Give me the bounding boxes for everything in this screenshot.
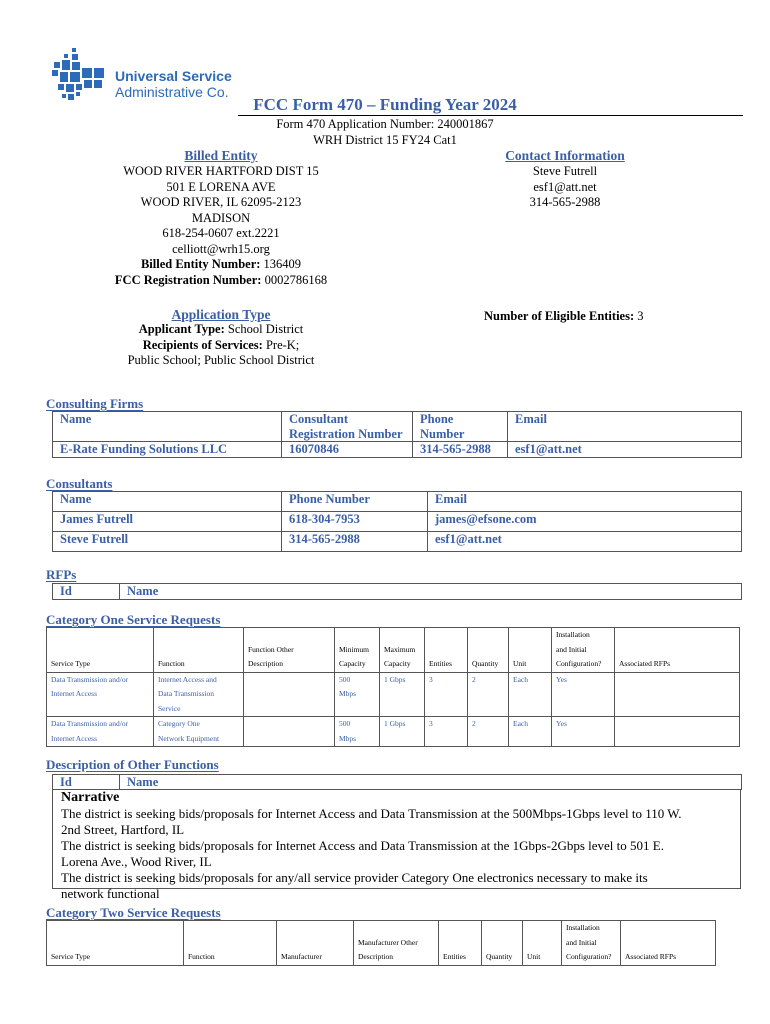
col-name: Name (53, 412, 282, 442)
col-registration-line1: Consultant (289, 412, 349, 426)
title-rule (238, 115, 743, 116)
col-minimum-line1: Minimum (339, 644, 370, 654)
table-header-row (47, 628, 740, 673)
cell-entities: 3 (425, 672, 468, 717)
firm-phone: 314-565-2988 (413, 442, 508, 458)
cell-function-other (244, 672, 335, 717)
col-id: Id (53, 775, 120, 790)
col-installation-line3: Configuration? (566, 952, 612, 961)
cell-function-line1: Category One (158, 719, 200, 728)
narrative-label: Narrative (61, 790, 120, 805)
narrative-line: network functional (61, 886, 160, 901)
narrative-line: The district is seeking bids/proposals for any/all service provider Category One electronics necessary to make its (61, 870, 648, 885)
category-one-heading: Category One Service Requests (46, 612, 221, 627)
col-entities (439, 921, 482, 966)
category-two-table (46, 920, 716, 966)
narrative-line: The district is seeking bids/proposals for Internet Access and Data Transmission at the 1Gbps-2Gbps level to 501 E. (61, 838, 664, 853)
cell-unit: Each (509, 717, 552, 747)
contact-section (480, 148, 650, 211)
narrative-box (52, 790, 741, 901)
cell-entities: 3 (425, 717, 468, 747)
recipients-line2: Public School; Public School District (127, 353, 315, 367)
table-header-row (53, 412, 742, 442)
col-quantity-label: Quantity (486, 952, 513, 961)
col-phone-line1: Phone (420, 412, 454, 426)
col-phone: Phone Number (282, 492, 428, 512)
col-manufacturer-label: Manufacturer (281, 952, 322, 961)
billed-entity-number (96, 257, 346, 273)
col-quantity (468, 628, 509, 673)
cell-function-line3: Service (158, 703, 181, 713)
col-function-other-line1: Function Other (248, 644, 294, 654)
cell-function-line2: Data Transmission (158, 689, 215, 698)
cell-installation: Yes (552, 717, 615, 747)
cell-function (154, 717, 244, 747)
cell-minimum-value: 500 (339, 674, 351, 684)
col-email: Email (508, 412, 742, 442)
logo-text-line2: Administrative Co. (115, 84, 229, 100)
col-name: Name (120, 775, 742, 790)
consultants-table (52, 491, 742, 552)
col-installation (562, 921, 621, 966)
table-row (53, 442, 742, 458)
billed-entity-number-label: Billed Entity Number: (140, 257, 261, 271)
recipients-of-services (96, 338, 346, 354)
eligible-entities-label: Number of Eligible Entities: (484, 309, 635, 323)
col-minimum-line2: Capacity (339, 659, 366, 668)
col-service-type (47, 628, 154, 673)
col-function (154, 628, 244, 673)
cell-minimum-unit: Mbps (339, 733, 357, 743)
col-function-other-line2: Description (248, 659, 283, 668)
col-service-type-label: Service Type (51, 952, 91, 961)
cell-function-line2: Network Equipment (158, 733, 220, 743)
consulting-firms-heading: Consulting Firms (46, 396, 144, 411)
col-unit-label: Unit (527, 952, 541, 961)
cell-quantity: 2 (468, 672, 509, 717)
cell-service-type-line2: Internet Access (51, 733, 98, 743)
col-registration-line2: Registration Number (289, 426, 403, 441)
col-registration (282, 412, 413, 442)
col-entities (425, 628, 468, 673)
applicant-type (96, 322, 346, 338)
col-function-label: Function (188, 952, 215, 961)
billed-entity-line: WOOD RIVER, IL 62095-2123 (140, 195, 302, 209)
col-phone (413, 412, 508, 442)
col-associated-rfps-label: Associated RFPs (619, 659, 671, 668)
col-name: Name (120, 584, 742, 600)
col-quantity-label: Quantity (472, 659, 499, 668)
billed-entity-line: 618-254-0607 ext.2221 (162, 226, 280, 240)
cell-unit: Each (509, 672, 552, 717)
billed-entity-line: 501 E LORENA AVE (166, 179, 276, 194)
narrative-line: 2nd Street, Hartford, IL (61, 822, 185, 837)
col-entities-label: Entities (429, 659, 452, 668)
table-header-row (47, 921, 716, 966)
category-two-heading: Category Two Service Requests (46, 905, 221, 920)
cell-quantity: 2 (468, 717, 509, 747)
table-header-row (53, 492, 742, 512)
col-associated-rfps (615, 628, 740, 673)
table-header-row (53, 775, 742, 790)
col-installation (552, 628, 615, 673)
consultant-name: James Futrell (53, 512, 282, 532)
cell-service-type-line2: Internet Access (51, 689, 98, 698)
col-entities-label: Entities (443, 952, 466, 961)
cell-function-other (244, 717, 335, 747)
fcc-registration-number (96, 273, 346, 289)
col-manufacturer-other-line1: Manufacturer Other (358, 937, 418, 947)
cell-associated-rfps (615, 717, 740, 747)
consulting-firms-table (52, 411, 742, 458)
applicant-type-value: School District (227, 322, 304, 336)
col-manufacturer-other-line2: Description (358, 952, 393, 961)
col-email: Email (428, 492, 742, 512)
narrative-line: The district is seeking bids/proposals for Internet Access and Data Transmission at the 500Mbps-1Gbps level to 110 W. (61, 806, 682, 821)
rfps-heading: RFPs (46, 567, 77, 582)
col-unit (523, 921, 562, 966)
page-title: FCC Form 470 – Funding Year 2024 (253, 95, 517, 114)
firm-name: E-Rate Funding Solutions LLC (53, 442, 282, 458)
consultant-phone: 314-565-2988 (282, 532, 428, 552)
col-maximum-line1: Maximum (384, 644, 416, 654)
consultant-phone: 618-304-7953 (282, 512, 428, 532)
cell-maximum: 1 Gbps (380, 672, 425, 717)
col-installation-line2: and Initial (556, 644, 587, 654)
application-type-section (96, 307, 346, 369)
contact-phone: 314-565-2988 (529, 195, 601, 209)
billed-entity-section (96, 148, 346, 288)
recipients-value: Pre-K; (265, 337, 300, 352)
rfps-table (52, 583, 742, 600)
category-one-table (46, 627, 740, 747)
col-installation-line2: and Initial (566, 937, 597, 947)
col-associated-rfps (621, 921, 716, 966)
firm-registration: 16070846 (282, 442, 413, 458)
contact-name: Steve Futrell (532, 164, 598, 178)
other-functions-heading: Description of Other Functions (46, 757, 219, 772)
cell-function-line1: Internet Access and (158, 674, 217, 684)
narrative-line: Lorena Ave., Wood River, IL (61, 854, 212, 869)
billed-entity-line: WOOD RIVER HARTFORD DIST 15 (123, 164, 319, 178)
col-unit (509, 628, 552, 673)
col-installation-line1: Installation (566, 923, 600, 932)
table-row (47, 672, 740, 717)
firm-email: esf1@att.net (508, 442, 742, 458)
col-minimum (335, 628, 380, 673)
application-type-heading: Application Type (171, 307, 271, 322)
fcc-registration-label: FCC Registration Number: (114, 272, 262, 287)
cell-installation: Yes (552, 672, 615, 717)
contact-email: esf1@att.net (533, 179, 597, 194)
col-maximum (380, 628, 425, 673)
col-function-label: Function (158, 659, 185, 668)
billed-entity-number-value: 136409 (263, 257, 302, 271)
table-header-row (53, 584, 742, 600)
col-installation-line3: Configuration? (556, 659, 602, 668)
logo-text-line1: Universal Service (115, 68, 232, 84)
col-installation-line1: Installation (556, 630, 590, 639)
col-quantity (482, 921, 523, 966)
cell-associated-rfps (615, 672, 740, 717)
cell-minimum-unit: Mbps (339, 689, 357, 698)
table-row (53, 532, 742, 552)
col-manufacturer (277, 921, 354, 966)
col-phone-line2: Number (420, 426, 465, 441)
billed-entity-heading: Billed Entity (184, 148, 258, 163)
consultant-name: Steve Futrell (53, 532, 282, 552)
col-associated-rfps-label: Associated RFPs (625, 952, 677, 961)
applicant-type-label: Applicant Type: (138, 322, 225, 336)
cell-minimum-value: 500 (339, 719, 351, 728)
other-functions-header-table (52, 774, 742, 790)
table-row (47, 717, 740, 747)
usac-logo-icon (50, 46, 110, 112)
cell-service-type-line1: Data Transmission and/or (51, 719, 129, 728)
col-service-type (47, 921, 184, 966)
table-row (53, 512, 742, 532)
col-unit-label: Unit (513, 659, 527, 668)
col-name: Name (53, 492, 282, 512)
recipients-label: Recipients of Services: (142, 337, 263, 352)
eligible-entities (484, 309, 644, 325)
col-manufacturer-other (354, 921, 439, 966)
cell-service-type (47, 717, 154, 747)
col-maximum-line2: Capacity (384, 659, 411, 668)
cell-service-type (47, 672, 154, 717)
application-number: Form 470 Application Number: 240001867 (276, 117, 494, 131)
contact-heading: Contact Information (505, 148, 625, 163)
application-name: WRH District 15 FY24 Cat1 (313, 133, 457, 147)
col-function (184, 921, 277, 966)
billed-entity-line: MADISON (191, 210, 251, 225)
col-service-type-label: Service Type (51, 659, 91, 668)
cell-minimum (335, 672, 380, 717)
cell-function (154, 672, 244, 717)
eligible-entities-value: 3 (637, 309, 644, 323)
cell-maximum: 1 Gbps (380, 717, 425, 747)
cell-minimum (335, 717, 380, 747)
billed-entity-line: celliott@wrh15.org (172, 241, 270, 256)
col-id: Id (53, 584, 120, 600)
col-function-other (244, 628, 335, 673)
fcc-registration-value: 0002786168 (264, 272, 328, 287)
cell-service-type-line1: Data Transmission and/or (51, 674, 129, 684)
consultants-heading: Consultants (46, 476, 113, 491)
consultant-email: esf1@att.net (428, 532, 742, 552)
consultant-email: james@efsone.com (428, 512, 742, 532)
